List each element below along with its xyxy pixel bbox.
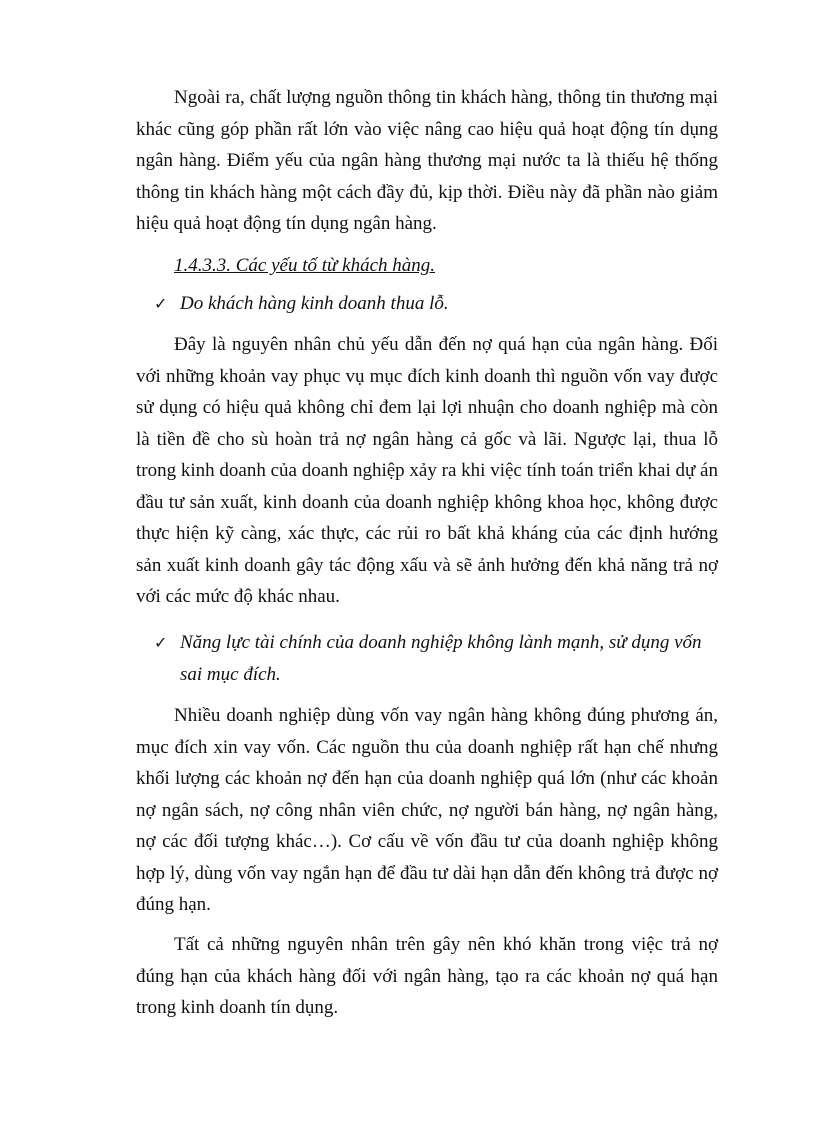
bullet-item-financial-capacity <box>136 627 718 690</box>
checkmark-icon: ✓ <box>154 294 168 313</box>
bullet-item-business-loss <box>136 288 718 320</box>
bullet-text: Do khách hàng kinh doanh thua lỗ. <box>180 293 449 314</box>
paragraph-capital-misuse: Nhiều doanh nghiệp dùng vốn vay ngân hàng không đúng phương án, mục đích xin vay vốn. Các nguồn thu của doanh nghiệp rất hạn chế nhưng khối lượng các khoản nợ đến hạn của doanh nghiệp quá lớn (như các khoản nợ ngân sách, nợ công nhân viên chức, nợ người bán hàng, nợ ngân hàng, nợ các đối tượng khác…). Cơ cấu về vốn đầu tư của doanh nghiệp không hợp lý, dùng vốn vay ngắn hạn để đầu tư dài hạn dẫn đến không trả được nợ đúng hạn. <box>136 705 718 915</box>
section-heading: 1.4.3.3. Các yếu tố từ khách hàng. <box>174 255 436 276</box>
bullet-text: Năng lực tài chính của doanh nghiệp không lành mạnh, sử dụng vốn sai mục đích. <box>180 632 702 685</box>
checkmark-icon: ✓ <box>154 633 168 652</box>
paragraph-business-loss: Đây là nguyên nhân chủ yếu dẫn đến nợ quá hạn của ngân hàng. Đối với những khoản vay phục vụ mục đích kinh doanh thì nguồn vốn vay được sử dụng có hiệu quả không chỉ đem lại lợi nhuận cho doanh nghiệp mà còn là tiền đề cho sù hoàn trả nợ ngân hàng cả gốc và lãi. Ngược lại, thua lỗ trong kinh doanh của doanh nghiệp xảy ra khi việc tính toán triển khai dự án đầu tư sản xuất, kinh doanh của doanh nghiệp không khoa học, không được thực hiện kỹ càng, xác thực, các rủi ro bất khả kháng của các định hướng sản xuất kinh doanh gây tác động xấu và sẽ ảnh hưởng đến khả năng trả nợ với các mức độ khác nhau. <box>136 334 718 607</box>
paragraph-information-quality: Ngoài ra, chất lượng nguồn thông tin khách hàng, thông tin thương mại khác cũng góp phần rất lớn vào việc nâng cao hiệu quả hoạt động tín dụng ngân hàng. Điểm yếu của ngân hàng thương mại nước ta là thiếu hệ thống thông tin khách hàng một cách đầy đủ, kịp thời. Điều này đã phần nào giảm hiệu quả hoạt động tín dụng ngân hàng. <box>136 87 718 234</box>
paragraph-conclusion: Tất cả những nguyên nhân trên gây nên khó khăn trong việc trả nợ đúng hạn của khách hàng đối với ngân hàng, tạo ra các khoản nợ quá hạn trong kinh doanh tín dụng. <box>136 934 718 1018</box>
